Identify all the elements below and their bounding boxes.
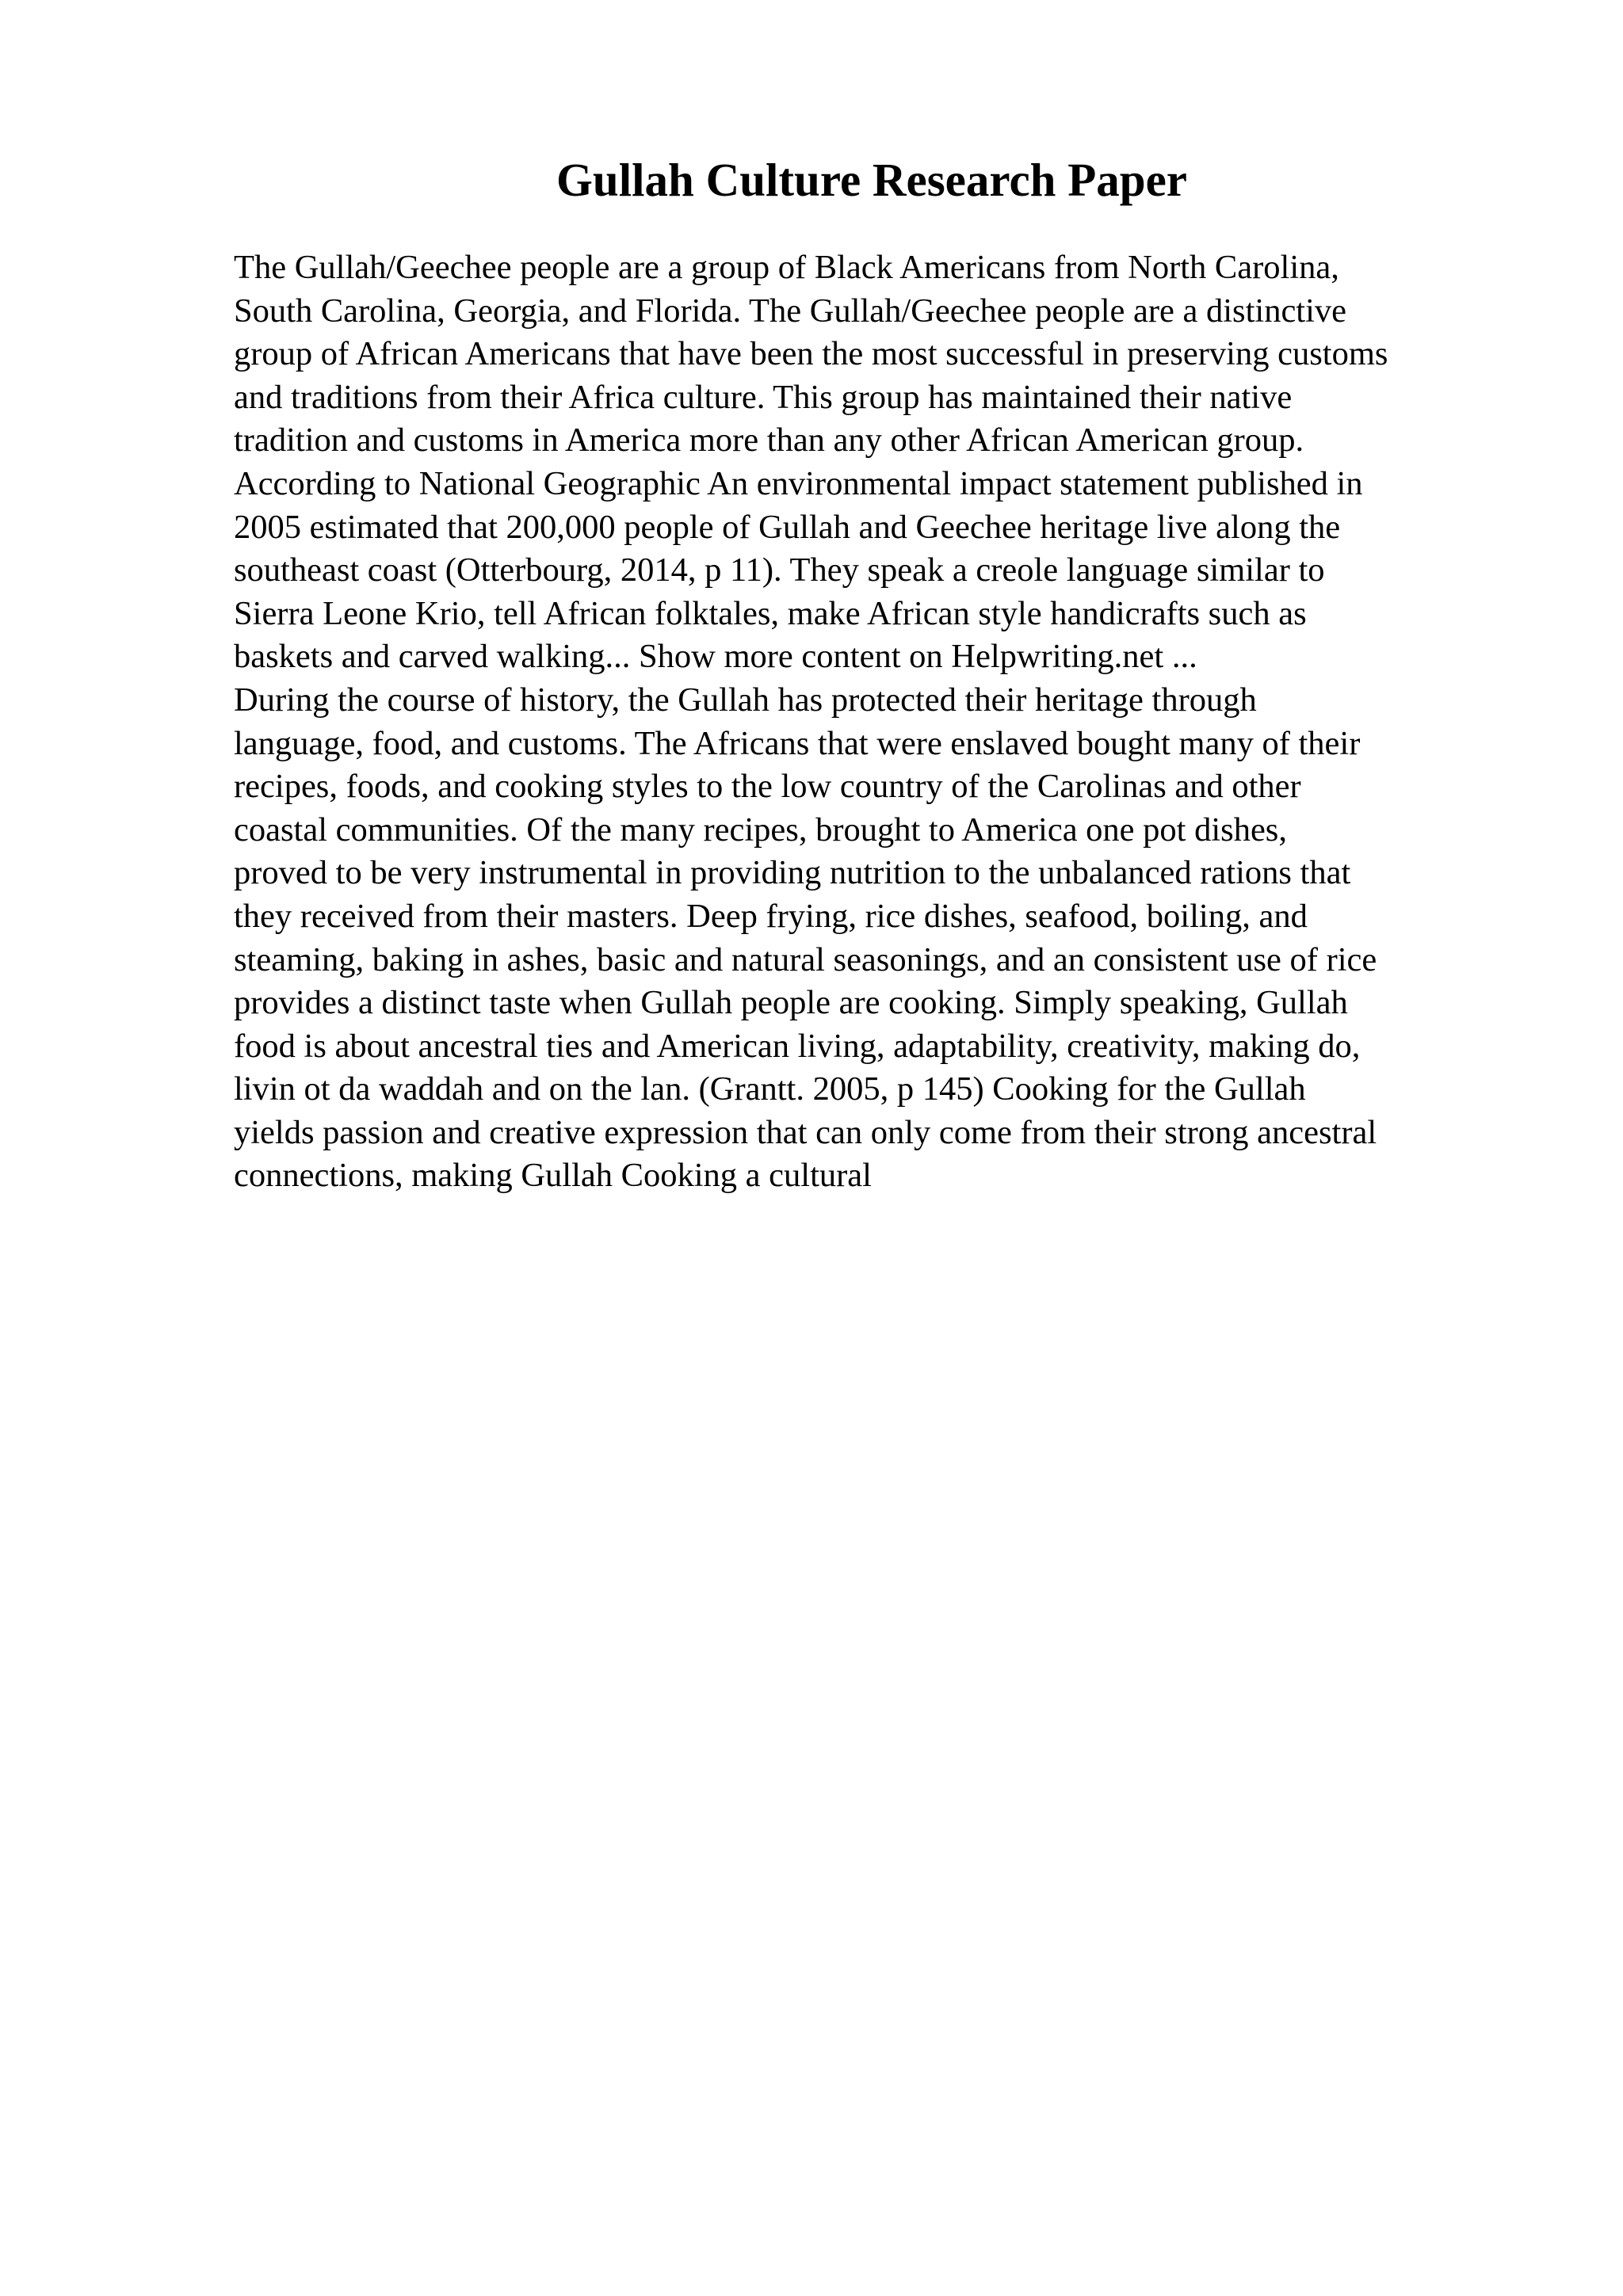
body-line: proved to be very instrumental in providing nutrition to the unbalanced rations that (234, 854, 1351, 892)
body-line: During the course of history, the Gullah has protected their heritage through (234, 681, 1257, 719)
body-line: group of African Americans that have been the most successful in preserving customs (234, 335, 1388, 373)
body-line: According to National Geographic An environmental impact statement published in (234, 464, 1363, 502)
body-line: they received from their masters. Deep frying, rice dishes, seafood, boiling, and (234, 897, 1308, 935)
body-line: coastal communities. Of the many recipes, brought to America one pot dishes, (234, 810, 1287, 849)
document-title: Gullah Culture Research Paper (556, 154, 1187, 206)
body-line: tradition and customs in America more than any other African American group. (234, 421, 1304, 460)
body-line: livin ot da waddah and on the lan. (Grantt. 2005, p 145) Cooking for the Gullah (234, 1070, 1306, 1108)
body-line: baskets and carved walking... Show more content on Helpwriting.net ... (234, 638, 1197, 676)
body-line: steaming, baking in ashes, basic and natural seasonings, and an consistent use of rice (234, 940, 1377, 978)
body-line: southeast coast (Otterbourg, 2014, p 11). They speak a creole language similar to (234, 551, 1325, 589)
body-line: recipes, foods, and cooking styles to the low country of the Carolinas and other (234, 768, 1301, 806)
document-body (234, 246, 1597, 1198)
body-line: Sierra Leone Krio, tell African folktales, make African style handicrafts such as (234, 594, 1307, 632)
body-line: food is about ancestral ties and American living, adaptability, creativity, making do, (234, 1027, 1361, 1065)
body-line: language, food, and customs. The Africans that were enslaved bought many of their (234, 724, 1361, 762)
body-line: connections, making Gullah Cooking a cultural (234, 1157, 872, 1195)
body-line: and traditions from their Africa culture. This group has maintained their native (234, 378, 1293, 416)
body-line: yields passion and creative expression that can only come from their strong ancestral (234, 1113, 1377, 1151)
body-line: provides a distinct taste when Gullah people are cooking. Simply speaking, Gullah (234, 984, 1348, 1022)
body-line: 2005 estimated that 200,000 people of Gullah and Geechee heritage live along the (234, 508, 1341, 546)
body-line: South Carolina, Georgia, and Florida. The Gullah/Geechee people are a distinctive (234, 292, 1347, 330)
body-line: The Gullah/Geechee people are a group of Black Americans from North Carolina, (234, 249, 1339, 286)
